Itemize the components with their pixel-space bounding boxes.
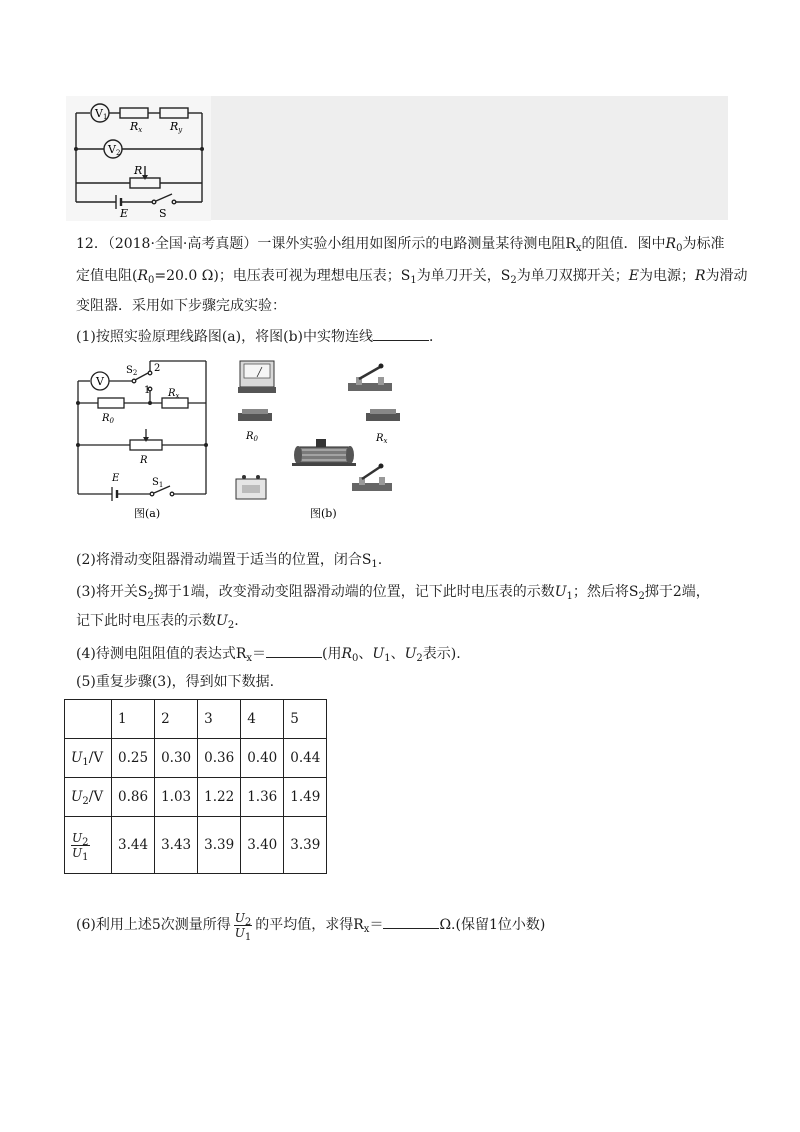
table-cell: 1.03	[155, 778, 198, 817]
fig-a-pos2-label: 2	[154, 363, 161, 374]
table-header-cell: 3	[198, 700, 241, 739]
rheostat-device-icon	[292, 439, 356, 466]
knife-switch-icon	[352, 464, 392, 492]
table-row	[65, 817, 327, 874]
rx-resistor-icon	[366, 409, 400, 421]
table-cell: 3.40	[241, 817, 284, 874]
figure-b-components	[228, 355, 413, 521]
table-cell: 0.36	[198, 739, 241, 778]
table-corner-cell	[65, 700, 112, 739]
table-cell: 3.39	[198, 817, 241, 874]
fig-a-r-label: R	[140, 455, 148, 466]
table-cell: 0.44	[284, 739, 327, 778]
fig-a-r0-label: $R_0$	[102, 413, 114, 425]
fig-a-s1-label: $S_1$	[152, 477, 164, 489]
table-cell: 0.40	[241, 739, 284, 778]
ratio-fraction: $\frac{U_2}{U_1}$	[72, 830, 89, 863]
table-header-cell: 2	[155, 700, 198, 739]
fig-a-v-label: V	[96, 375, 104, 388]
fig-a-rx-label: $R_x$	[168, 388, 180, 400]
step-2: (2)将滑动变阻器滑动端置于适当的位置，闭合$S_1$.	[76, 552, 383, 570]
table-cell: 0.25	[112, 739, 155, 778]
table-cell: 3.44	[112, 817, 155, 874]
step-3: (3)将开关$S_2$掷于1端，改变滑动变阻器滑动端的位置，记下此时电压表的示数$U_1$；然后将$S_2$掷于2端，	[76, 584, 710, 602]
table-cell: 1.49	[284, 778, 327, 817]
s-label: S	[159, 207, 167, 220]
figure-a-circuit	[72, 355, 217, 521]
table-cell: 1.22	[198, 778, 241, 817]
fig-a-caption: 图(a)	[134, 507, 161, 520]
step-6: (6)利用上述5次测量所得 $\frac{U_2}{U_1}$ 的平均值，求得$R_x= \Omega$.(保留1位小数)	[76, 910, 546, 943]
question-line-2: 定值电阻($R_0=20.0$ Ω)；电压表可视为理想电压表；$S_1$为单刀开关，$S_2$为单刀双掷开关；E为电源；R为滑动	[76, 268, 748, 286]
step-1: (1)按照实验原理线路图(a)，将图(b)中实物连线 ．	[76, 326, 443, 347]
table-cell: 0.30	[155, 739, 198, 778]
table-cell: 3.43	[155, 817, 198, 874]
fig-b-caption: 图(b)	[310, 507, 337, 520]
question-number: 12．	[76, 236, 108, 252]
gray-background-strip	[208, 96, 728, 220]
voltmeter-device-icon	[238, 361, 276, 393]
step6-fraction: $\frac{U_2}{U_1}$	[234, 910, 252, 943]
rx-label: Rx	[130, 120, 143, 134]
fig-a-s2-label: $S_2$	[126, 365, 138, 377]
row-label-u2: $U_2/V$	[65, 778, 112, 817]
step-4: (4)待测电阻阻值的表达式$R_x=$ (用$R_0$、$U_1$、$U_2$表示).	[76, 643, 461, 664]
table-header-row	[65, 700, 327, 739]
step-5: (5)重复步骤(3)，得到如下数据.	[76, 674, 275, 690]
ry-label: Ry	[170, 120, 183, 134]
battery-box-icon	[236, 475, 266, 499]
fig-b-rx-label: $R_x$	[376, 433, 388, 445]
r0-resistor-icon	[238, 409, 272, 421]
r-label: R	[134, 164, 143, 177]
step-3-continued: 记下此时电压表的示数$U_2$.	[76, 613, 239, 631]
v2-meter-label: V2	[108, 143, 121, 157]
table-header-cell: 1	[112, 700, 155, 739]
row-label-ratio	[65, 817, 112, 874]
answer-blank-3[interactable]	[383, 914, 439, 929]
table-cell: 0.86	[112, 778, 155, 817]
question-line-3: 变阻器．采用如下步骤完成实验：	[76, 298, 286, 314]
answer-blank-2[interactable]	[266, 643, 322, 658]
question-source: （2018·全国·高考真题）	[107, 236, 258, 252]
fig-b-r0-label: $R_0$	[246, 431, 258, 443]
v1-meter-label: V1	[95, 107, 108, 121]
table-row	[65, 778, 327, 817]
row-label-u1: $U_1/V$	[65, 739, 112, 778]
table-row	[65, 739, 327, 778]
data-table	[64, 699, 327, 874]
table-cell: 3.39	[284, 817, 327, 874]
table-header-cell: 5	[284, 700, 327, 739]
answer-blank-1[interactable]	[373, 326, 429, 341]
fig-a-e-label: E	[112, 473, 120, 484]
fig-a-pos1-label: 1	[144, 385, 151, 396]
top-circuit-diagram	[66, 96, 211, 221]
knife-switch-icon	[348, 364, 392, 392]
table-header-cell: 4	[241, 700, 284, 739]
table-cell: 1.36	[241, 778, 284, 817]
question-line-1: 12．（2018·全国·高考真题）一课外实验小组用如图所示的电路测量某待测电阻$R_x$的阻值．图中$R_0$为标准	[76, 236, 725, 254]
e-label: E	[120, 207, 129, 220]
